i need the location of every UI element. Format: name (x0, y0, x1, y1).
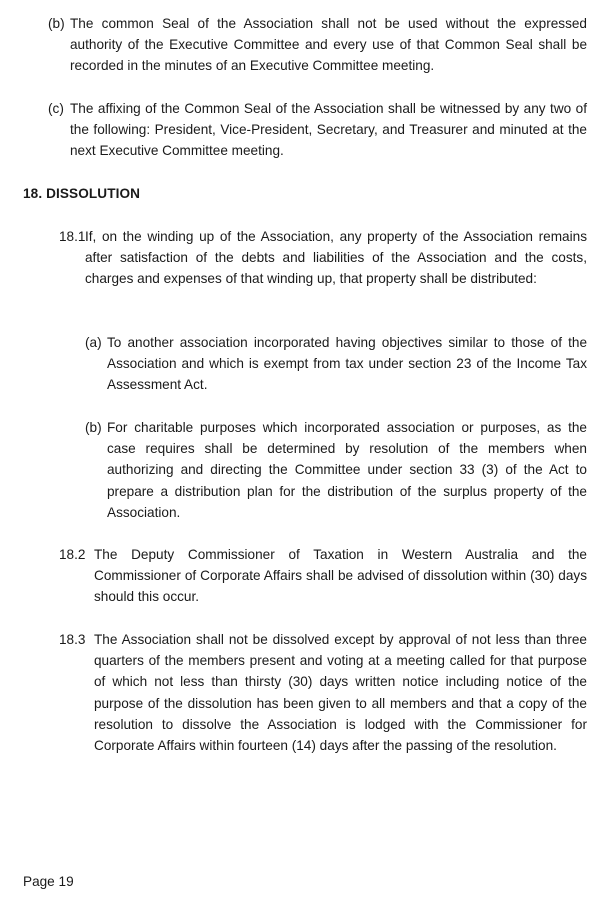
subsection-marker: 18.2 (59, 547, 86, 562)
clause-text: The common Seal of the Association shall not be used without the expressed authority of the Executive Committee and every use of that Common Seal shall be recorded in the minutes of an Executive Committee meeting. (70, 16, 587, 74)
subsection-18-2 (59, 544, 587, 608)
clause-marker: (b) (48, 16, 65, 31)
subsection-18-1-item-b (85, 417, 587, 523)
clause-marker: (c) (48, 101, 64, 116)
subsection-text: If, on the winding up of the Association, any property of the Association remains after satisfaction of the debts and liabilities of the Association and the costs, charges and expenses of that winding up, that property shall be distributed: (85, 229, 587, 287)
subsection-marker: 18.1 (59, 229, 86, 244)
clause-b-common-seal-use (48, 13, 587, 77)
clause-c-common-seal-witness (48, 98, 587, 162)
item-marker: (a) (85, 335, 102, 350)
item-text: For charitable purposes which incorporated association or purposes, as the case requires shall be determined by resolution of the members when authorizing and directing the Committee under section 33 (3) of the Act to prepare a distribution plan for the distribution of the surplus property of the Association. (107, 420, 587, 520)
subsection-18-1-item-a (85, 332, 587, 396)
item-text: To another association incorporated having objectives similar to those of the Association and which is exempt from tax under section 23 of the Income Tax Assessment Act. (107, 335, 587, 393)
item-marker: (b) (85, 420, 102, 435)
subsection-text: The Association shall not be dissolved except by approval of not less than three quarters of the members present and voting at a meeting called for that purpose of which not less than thirsty (30) days written notice including notice of the purpose of the dissolution has been given to all members and that a copy of the resolution to dissolve the Association is lodged with the Commissioner for Corporate Affairs within fourteen (14) days after the passing of the resolution. (94, 632, 587, 754)
subsection-marker: 18.3 (59, 632, 86, 647)
section-heading: 18. DISSOLUTION (23, 186, 141, 201)
subsection-18-3 (59, 629, 587, 756)
subsection-18-1 (59, 226, 587, 290)
page-number: Page 19 (23, 874, 74, 889)
subsection-text: The Deputy Commissioner of Taxation in Western Australia and the Commissioner of Corporate Affairs shall be advised of dissolution within (30) days should this occur. (94, 547, 587, 605)
clause-text: The affixing of the Common Seal of the Association shall be witnessed by any two of the following: President, Vice-President, Secretary, and Treasurer and minuted at the next Executive Committee meeting. (70, 101, 587, 159)
